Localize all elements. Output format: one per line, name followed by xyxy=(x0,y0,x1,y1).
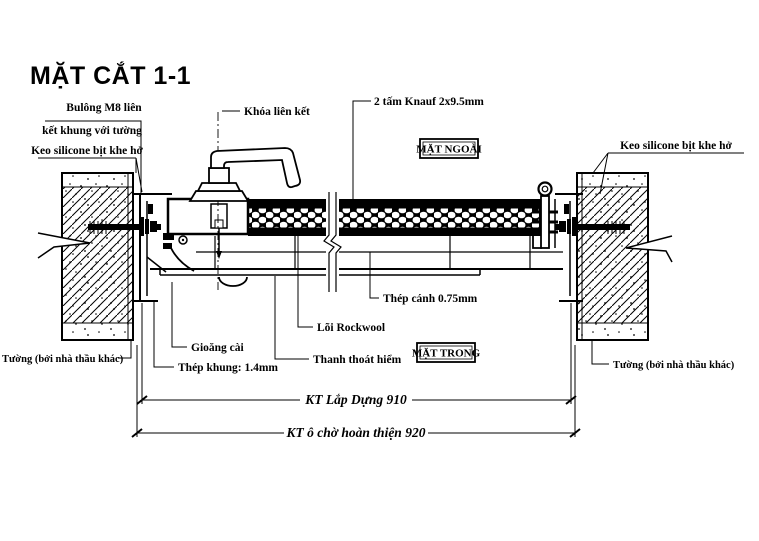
rockwool-core-layer xyxy=(248,208,540,228)
lock-housing xyxy=(168,199,248,234)
left-wall-section xyxy=(38,173,133,340)
label-gasket: Gioăng cài xyxy=(191,342,244,354)
label-rockwool: Lõi Rockwool xyxy=(317,322,386,334)
label-silicone-left: Keo silicone bịt khe hở xyxy=(31,145,143,157)
label-bolt-line2: kết khung với tường xyxy=(42,125,142,137)
label-lock: Khóa liên kết xyxy=(244,106,310,118)
label-wall-right: Tường (bởi nhà thầu khác) xyxy=(613,360,735,371)
knauf-panel-layer xyxy=(248,199,540,208)
right-wall-section xyxy=(577,173,672,340)
label-leaf-steel: Thép cánh 0.75mm xyxy=(383,293,478,305)
label-wall-left: Tường (bởi nhà thầu khác) xyxy=(2,354,124,365)
gasket-profile xyxy=(171,248,194,271)
label-frame-steel: Thép khung: 1.4mm xyxy=(178,362,279,374)
label-knauf: 2 tấm Knauf 2x9.5mm xyxy=(374,96,484,108)
door-leaf xyxy=(150,192,563,292)
dimension-install: KT Lắp Dựng 910 xyxy=(305,392,407,407)
label-escape-bar: Thanh thoát hiểm xyxy=(313,354,402,366)
face-inner-text: MẶT TRONG xyxy=(411,347,481,360)
door-bumper xyxy=(219,277,247,286)
drawing-title: MẶT CẮT 1-1 xyxy=(30,62,192,90)
dimension-opening: KT ô chờ hoàn thiện 920 xyxy=(286,425,426,440)
label-silicone-right: Keo silicone bịt khe hở xyxy=(620,140,732,152)
face-outer-text: MẶT NGOÀI xyxy=(416,143,482,156)
label-bolt-line1: Bulông M8 liên xyxy=(66,102,142,114)
steel-sheet-layer xyxy=(248,228,540,236)
